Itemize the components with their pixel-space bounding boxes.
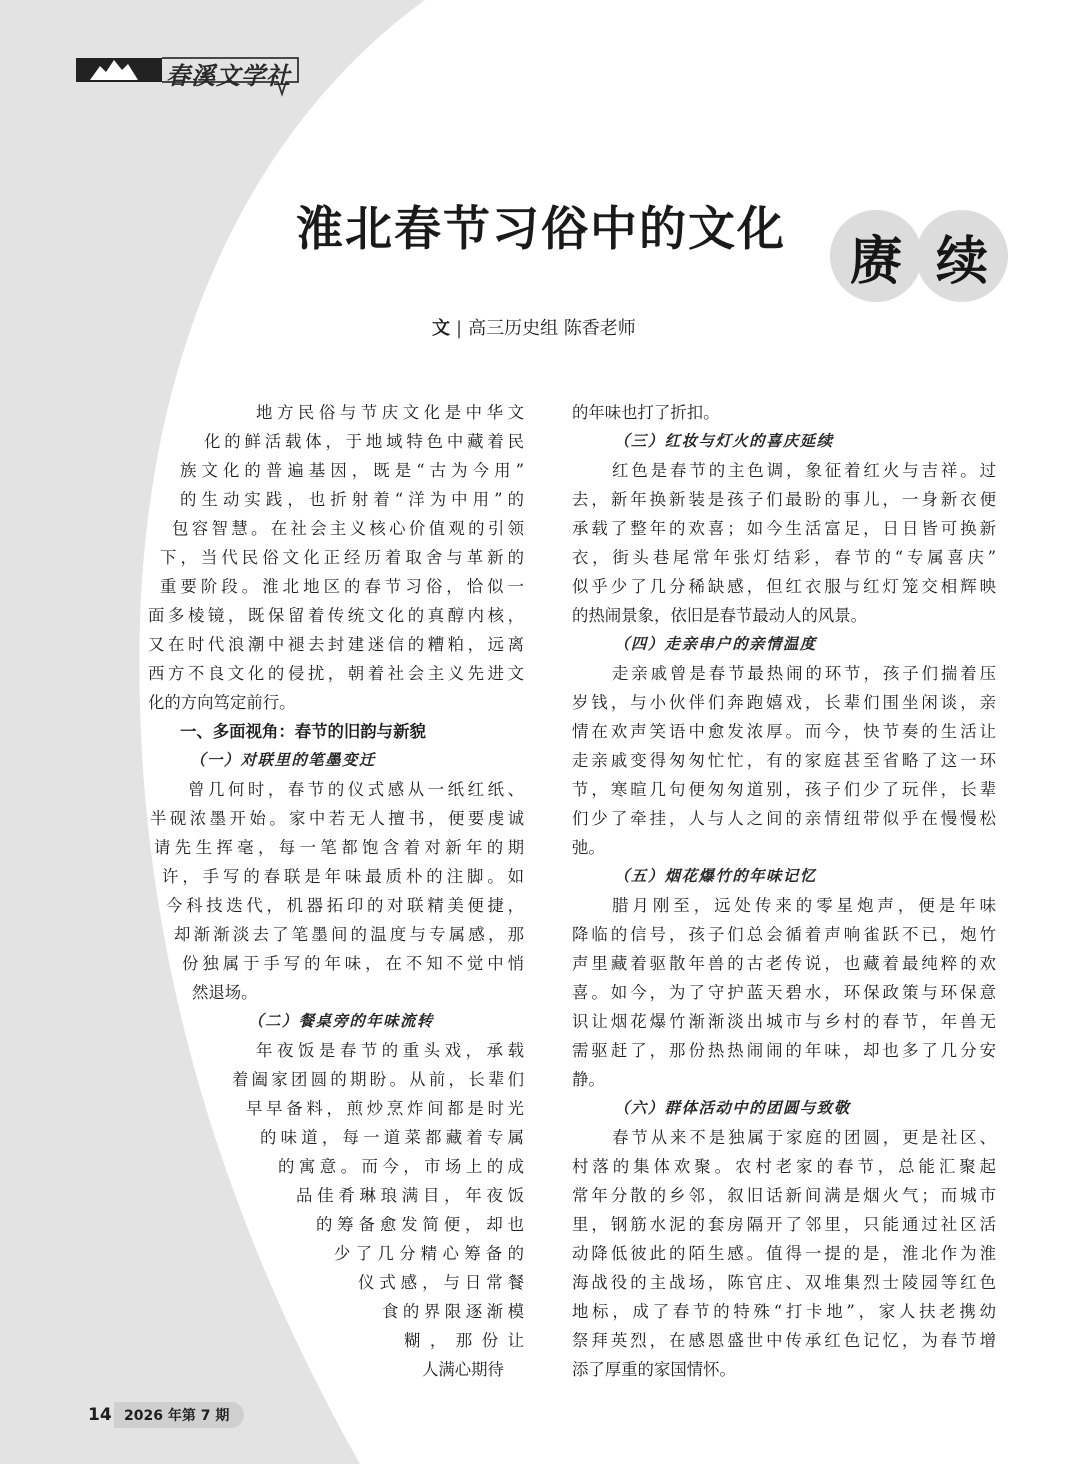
page-number: 14	[88, 1405, 112, 1425]
byline	[432, 314, 636, 340]
text-line: 似乎少了几分稀缺感，但红衣服与红灯笼交相辉映	[572, 577, 996, 596]
logo-text: 春溪文学社	[166, 61, 291, 90]
text-line: 年夜饭是春节的重头戏，承载	[256, 1041, 524, 1060]
paragraph-group-activities	[572, 1123, 996, 1384]
text-line: 的寓意。而今，市场上的成	[278, 1157, 524, 1176]
text-line: 曾几何时，春节的仪式感从一纸红纸、	[188, 780, 524, 799]
text-line: 喜。如今，为了守护蓝天碧水，环保政策与环保意	[572, 983, 996, 1002]
text-line: 静。	[572, 1070, 605, 1089]
title-bubble-2: 续	[916, 210, 1008, 302]
text-line: 识让烟花爆竹渐渐淡出城市与乡村的春节，年兽无	[572, 1012, 996, 1031]
text-line: 祭拜英烈，在感恩盛世中传承红色记忆，为春节增	[572, 1331, 996, 1350]
text-line: 弛。	[572, 838, 605, 857]
subheading-5: （五）烟花爆竹的年味记忆	[614, 867, 817, 885]
text-line: 却渐渐淡去了笔墨间的温度与专属感，那	[174, 925, 524, 944]
title-bubble-1: 赓	[830, 210, 922, 302]
text-line: 腊月刚至，远处传来的零星炮声，便是年味	[612, 896, 996, 915]
text-line: 海战役的主战场，陈官庄、双堆集烈士陵园等红色	[572, 1273, 996, 1292]
paragraph-continuation	[572, 398, 996, 427]
text-line: 重要阶段。淮北地区的春节习俗，恰似一	[160, 577, 524, 596]
magazine-logo	[76, 52, 302, 90]
text-line: 降临的信号，孩子们总会循着声响雀跃不已，炮竹	[572, 925, 996, 944]
paragraph-visiting-relatives	[572, 659, 996, 862]
text-line: 们少了牵挂，人与人之间的亲情纽带似乎在慢慢松	[572, 809, 996, 828]
text-line: 的热闹景象，依旧是春节最动人的风景。	[572, 606, 868, 625]
text-line: 今科技迭代，机器拓印的对联精美便捷，	[166, 896, 524, 915]
text-line: 的味道，每一道菜都藏着专属	[260, 1128, 524, 1147]
paragraph-red-festive	[572, 456, 996, 630]
text-line: 面多棱镜，既保留着传统文化的真醇内核，	[148, 606, 524, 625]
subheading-2: （二）餐桌旁的年味流转	[248, 1012, 434, 1030]
text-line: 糊，那份让	[404, 1331, 524, 1350]
text-line: 食的界限逐渐模	[382, 1302, 524, 1321]
text-line: 品佳肴琳琅满目，年夜饭	[296, 1186, 524, 1205]
text-line: 着阖家团圆的期盼。从前，长辈们	[232, 1070, 524, 1089]
text-line: 包容智慧。在社会主义核心价值观的引领	[172, 519, 524, 538]
subheading-3: （三）红妆与灯火的喜庆延续	[614, 432, 834, 450]
text-line: 去，新年换新装是孩子们最盼的事儿，一身新衣便	[572, 490, 996, 509]
text-line: 西方不良文化的侵扰，朝着社会主义先进文	[148, 664, 524, 683]
byline-separator: |	[456, 318, 463, 339]
text-line: 少了几分精心筹备的	[334, 1244, 524, 1263]
text-line: 早早备料，煎炒烹炸间都是时光	[246, 1099, 524, 1118]
subheading-1: （一）对联里的笔墨变迁	[190, 751, 376, 769]
text-line: 动降低彼此的陌生感。值得一提的是，淮北作为淮	[572, 1244, 996, 1263]
text-line: 常年分散的乡邻，叙旧话新间满是烟火气；而城市	[572, 1186, 996, 1205]
text-line: 岁钱，与小伙伴们奔跑嬉戏，长辈们围坐闲谈，亲	[572, 693, 996, 712]
paragraph-new-year-dinner	[148, 1036, 524, 1384]
issue-label: 2026 年第 7 期	[114, 1402, 244, 1428]
text-line: 的筹备愈发简便，却也	[316, 1215, 524, 1234]
text-line: 红色是春节的主色调，象征着红火与吉祥。过	[612, 461, 996, 480]
text-line: 请先生挥毫，每一笔都饱含着对新年的期	[154, 838, 524, 857]
text-line: 节，寒暄几句便匆匆道别，孩子们少了玩伴，长辈	[572, 780, 996, 799]
text-line: 下，当代民俗文化正经历着取舍与革新的	[160, 548, 524, 567]
text-line: 声里藏着驱散年兽的古老传说，也藏着最纯粹的欢	[572, 954, 996, 973]
text-line: 化的鲜活载体，于地域特色中藏着民	[204, 432, 524, 451]
text-line: 的年味也打了折扣。	[572, 403, 720, 422]
subheading-4: （四）走亲串户的亲情温度	[614, 635, 817, 653]
text-line: 仪式感，与日常餐	[358, 1273, 524, 1292]
byline-prefix: 文	[432, 318, 450, 339]
right-column	[572, 398, 996, 1384]
text-line: 份独属于手写的年味，在不知不觉中悄	[182, 954, 524, 973]
intro-paragraph	[148, 398, 524, 717]
article-title: 淮北春节习俗中的文化	[296, 202, 786, 257]
text-line: 地标，成了春节的特殊“打卡地”，家人扶老携幼	[572, 1302, 996, 1321]
text-line: 走亲戚变得匆匆忙忙，有的家庭甚至省略了这一环	[572, 751, 996, 770]
text-line: 走亲戚曾是春节最热闹的环节，孩子们揣着压	[612, 664, 996, 683]
text-line: 需驱赶了，那份热热闹闹的年味，却也多了几分安	[572, 1041, 996, 1060]
text-line: 许，手写的春联是年味最质朴的注脚。如	[162, 867, 524, 886]
paragraph-fireworks	[572, 891, 996, 1094]
text-line: 族文化的普遍基因，既是“古为今用”	[180, 461, 524, 480]
text-line: 承载了整年的欢喜；如今生活富足，日日皆可换新	[572, 519, 996, 538]
text-line: 然退场。	[192, 983, 258, 1002]
text-line: 人满心期待	[422, 1360, 504, 1379]
byline-author: 高三历史组 陈香老师	[468, 318, 636, 339]
left-column	[148, 398, 524, 1384]
paragraph-couplets	[148, 775, 524, 1007]
text-line: 衣，街头巷尾常年张灯结彩，春节的“专属喜庆”	[572, 548, 996, 567]
text-line: 化的方向笃定前行。	[148, 693, 296, 712]
subheading-6: （六）群体活动中的团圆与致敬	[614, 1099, 851, 1117]
text-line: 地方民俗与节庆文化是中华文	[256, 403, 524, 422]
section-heading-1: 一、多面视角：春节的旧韵与新貌	[180, 722, 426, 741]
text-line: 添了厚重的家国情怀。	[572, 1360, 736, 1379]
text-line: 又在时代浪潮中褪去封建迷信的糟粕，远离	[148, 635, 524, 654]
text-line: 半砚浓墨开始。家中若无人擅书，便要虔诚	[150, 809, 524, 828]
text-line: 里，钢筋水泥的套房隔开了邻里，只能通过社区活	[572, 1215, 996, 1234]
text-line: 情在欢声笑语中愈发浓厚。而今，快节奏的生活让	[572, 722, 996, 741]
text-line: 的生动实践，也折射着“洋为中用”的	[180, 490, 524, 509]
text-line: 春节从来不是独属于家庭的团圆，更是社区、	[612, 1128, 996, 1147]
text-line: 村落的集体欢聚。农村老家的春节，总能汇聚起	[572, 1157, 996, 1176]
